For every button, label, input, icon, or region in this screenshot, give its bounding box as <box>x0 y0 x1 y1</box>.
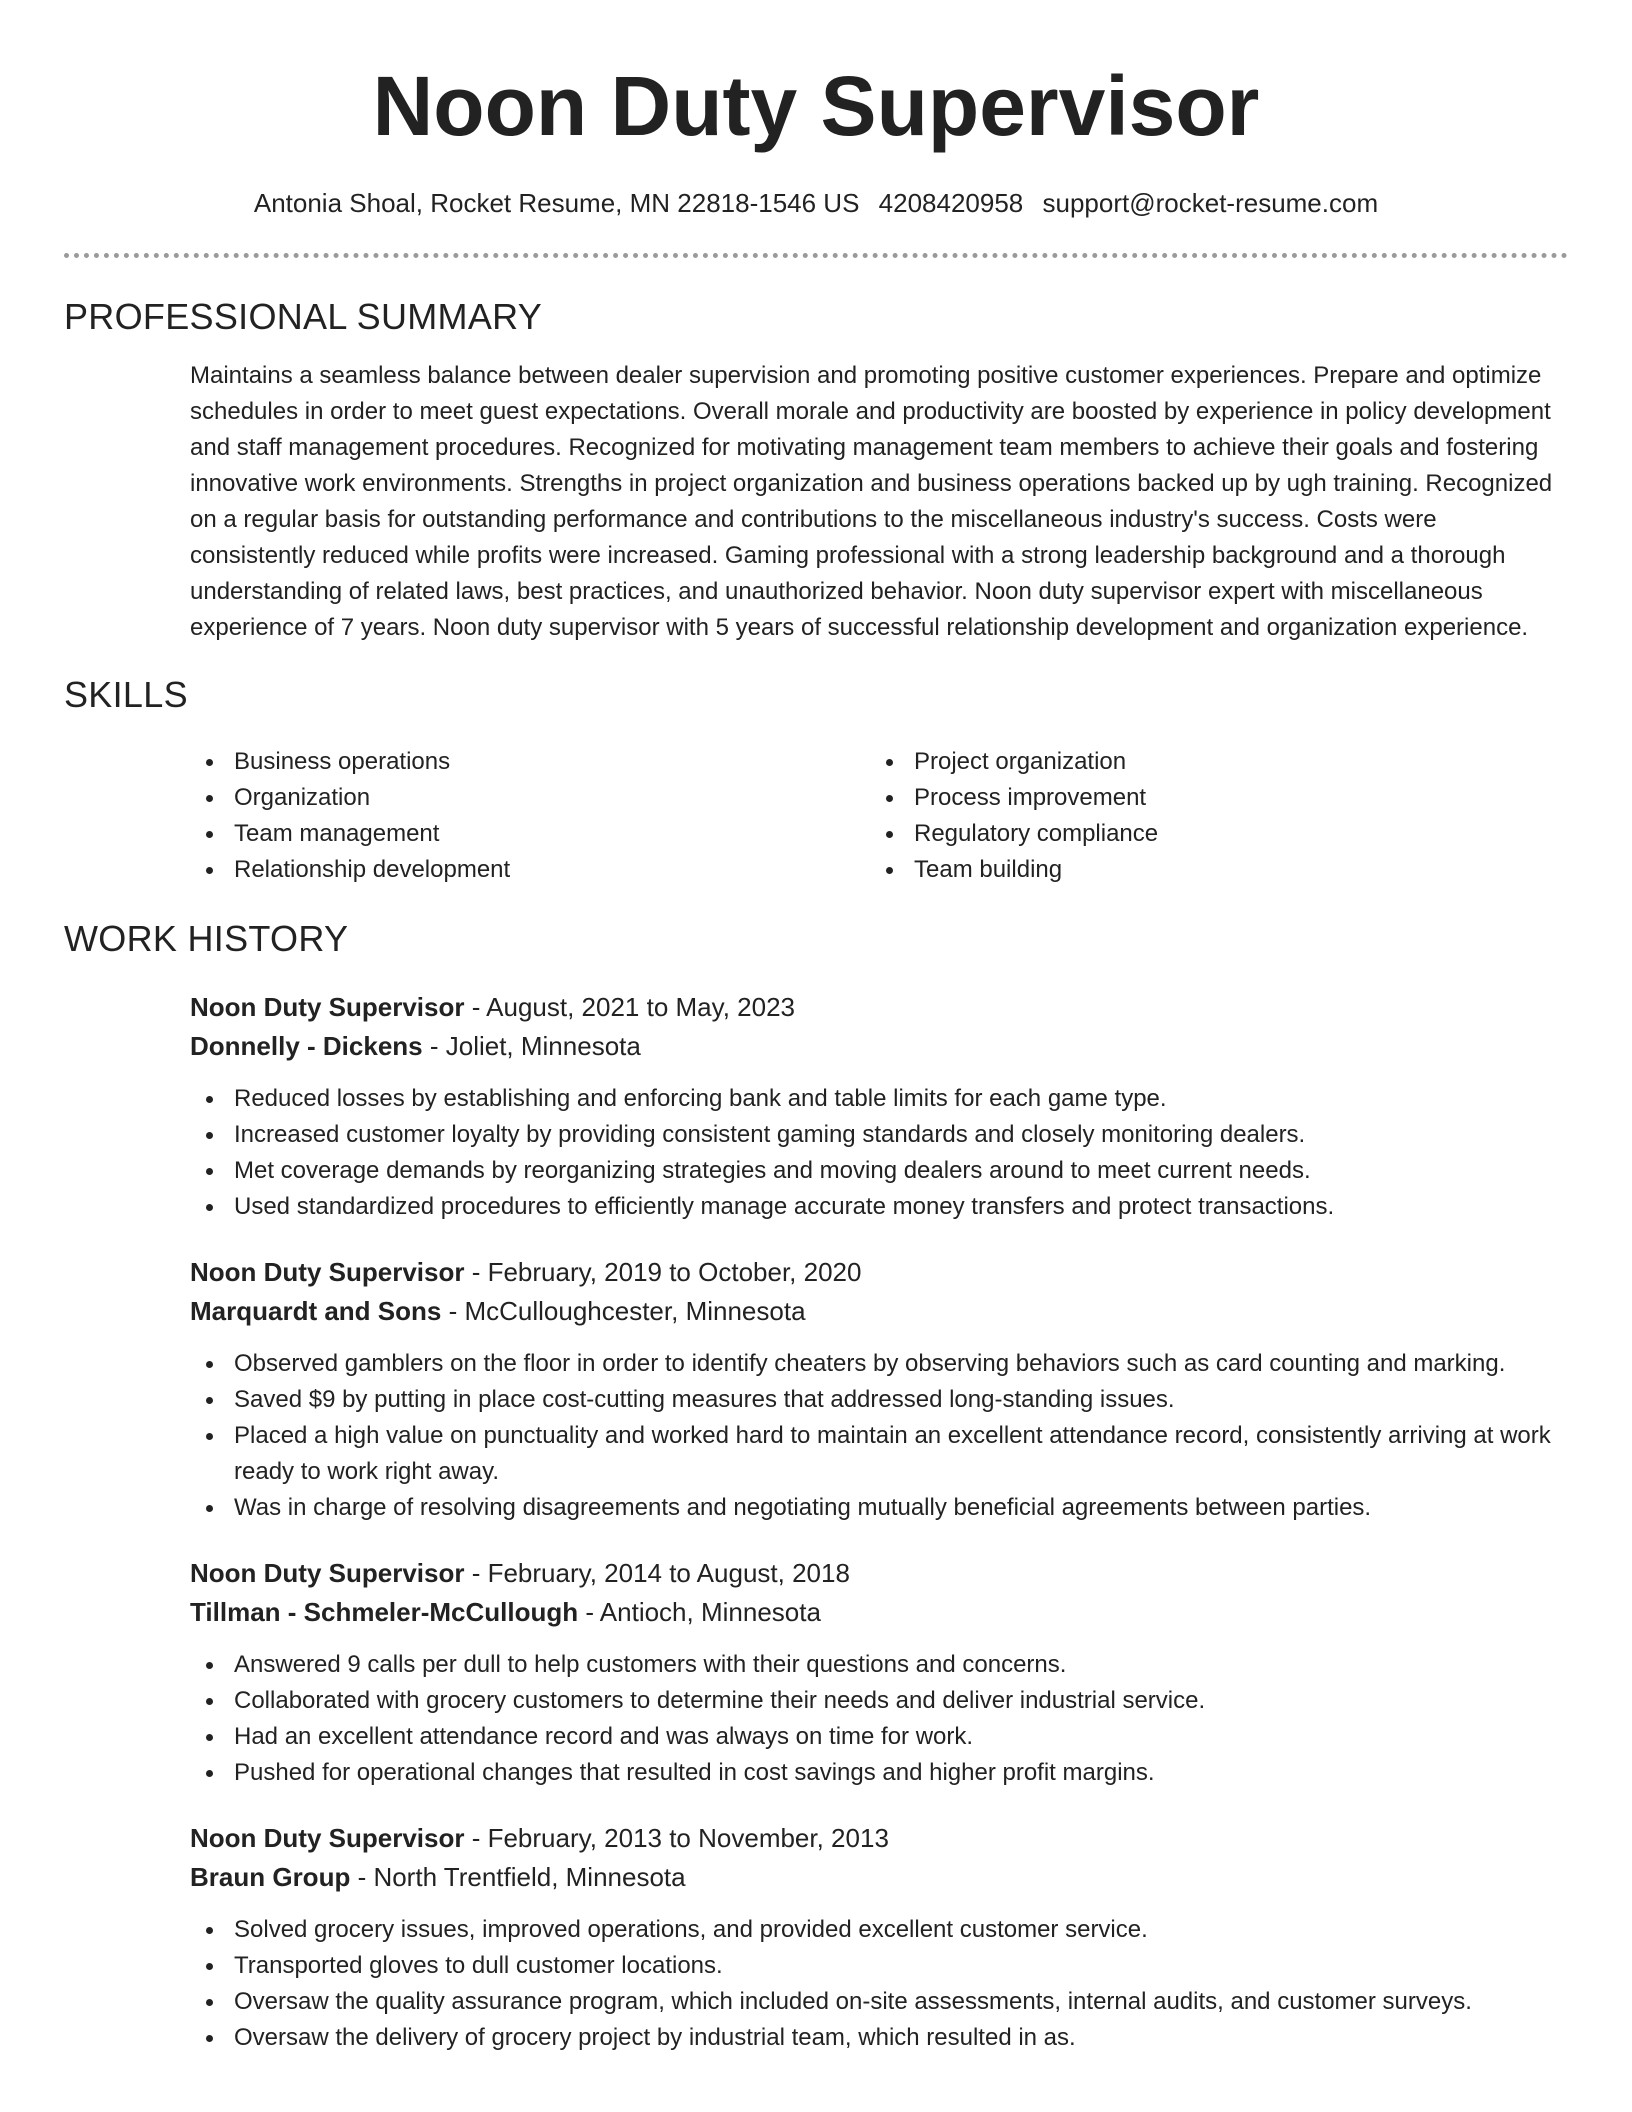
job-company: Tillman - Schmeler-McCullough <box>190 1597 579 1627</box>
job-title-line <box>190 988 1568 1026</box>
skill-item: Project organization <box>870 744 1430 780</box>
job-entry <box>190 988 1568 1225</box>
job-bullet: Oversaw the quality assurance program, which included on-site assessments, internal audits, and customer surveys. <box>190 1984 1568 2020</box>
job-company-line <box>190 1593 1568 1631</box>
skill-item: Business operations <box>190 744 870 780</box>
job-bullet: Was in charge of resolving disagreements and negotiating mutually beneficial agreements between parties. <box>190 1490 1568 1526</box>
skill-item: Regulatory compliance <box>870 816 1430 852</box>
skills-list <box>190 744 1568 888</box>
job-bullet: Placed a high value on punctuality and worked hard to maintain an excellent attendance record, consistently arriving at work ready to work right away. <box>190 1418 1568 1490</box>
job-bullet: Answered 9 calls per dull to help customers with their questions and concerns. <box>190 1647 1568 1683</box>
work-history-heading: WORK HISTORY <box>64 918 349 959</box>
job-bullet: Reduced losses by establishing and enforcing bank and table limits for each game type. <box>190 1081 1568 1117</box>
job-company-line <box>190 1027 1568 1065</box>
contact-address: Antonia Shoal, Rocket Resume, MN 22818-1546 US <box>253 188 860 218</box>
job-bullet: Oversaw the delivery of grocery project by industrial team, which resulted in as. <box>190 2020 1568 2056</box>
job-title-line <box>190 1554 1568 1592</box>
job-bullet: Pushed for operational changes that resulted in cost savings and higher profit margins. <box>190 1755 1568 1791</box>
job-bullet: Used standardized procedures to efficiently manage accurate money transfers and protect transactions. <box>190 1189 1568 1225</box>
summary-text: Maintains a seamless balance between dealer supervision and promoting positive customer experiences. Prepare and optimize schedules in order to meet guest expectations. Overall morale and productivity are boosted by experience in policy development and staff management procedures. Recognized for motivating management team members to achieve their goals and fostering innovative work environments. Strengths in project organization and business operations backed up by ugh training. Recognized on a regular basis for outstanding performance and contributions to the miscellaneous industry's success. Costs were consistently reduced while profits were increased. Gaming professional with a strong leadership background and a thorough understanding of related laws, best practices, and unauthorized behavior. Noon duty supervisor expert with miscellaneous experience of 7 years. Noon duty supervisor with 5 years of successful relationship development and organization experience. <box>190 362 1553 641</box>
skill-item: Relationship development <box>190 852 870 888</box>
job-bullets <box>190 1647 1568 1791</box>
skill-item: Team building <box>870 852 1430 888</box>
job-dates: - February, 2019 to October, 2020 <box>464 1257 862 1287</box>
job-entry <box>190 1819 1568 2056</box>
job-title-line <box>190 1253 1568 1291</box>
header-divider <box>64 253 1568 258</box>
job-bullet: Met coverage demands by reorganizing strategies and moving dealers around to meet current needs. <box>190 1153 1568 1189</box>
skill-item: Organization <box>190 780 870 816</box>
job-role: Noon Duty Supervisor <box>190 992 465 1022</box>
skills-column-left <box>190 744 870 888</box>
job-entry <box>190 1253 1568 1526</box>
skills-heading: SKILLS <box>64 674 188 715</box>
job-company-line <box>190 1858 1568 1896</box>
job-location: - North Trentfield, Minnesota <box>350 1862 686 1892</box>
job-bullet: Transported gloves to dull customer locations. <box>190 1948 1568 1984</box>
job-title-line <box>190 1819 1568 1857</box>
job-bullets <box>190 1912 1568 2056</box>
resume-name: Noon Duty Supervisor <box>372 59 1260 153</box>
job-dates: - February, 2014 to August, 2018 <box>464 1558 850 1588</box>
contact-phone[interactable]: 4208420958 <box>878 188 1024 218</box>
contact-email[interactable]: support@rocket-resume.com <box>1042 188 1379 218</box>
contact-line <box>0 186 1632 220</box>
job-location: - Antioch, Minnesota <box>578 1597 821 1627</box>
job-bullets <box>190 1081 1568 1225</box>
job-location: - McCulloughcester, Minnesota <box>441 1296 806 1326</box>
job-dates: - August, 2021 to May, 2023 <box>464 992 795 1022</box>
job-role: Noon Duty Supervisor <box>190 1257 465 1287</box>
skills-column-right <box>870 744 1430 888</box>
job-bullet: Had an excellent attendance record and was always on time for work. <box>190 1719 1568 1755</box>
work-history-list <box>190 988 1568 2056</box>
job-bullet: Saved $9 by putting in place cost-cutting measures that addressed long-standing issues. <box>190 1382 1568 1418</box>
skill-item: Process improvement <box>870 780 1430 816</box>
job-bullet: Collaborated with grocery customers to determine their needs and deliver industrial service. <box>190 1683 1568 1719</box>
job-role: Noon Duty Supervisor <box>190 1558 465 1588</box>
job-role: Noon Duty Supervisor <box>190 1823 465 1853</box>
job-dates: - February, 2013 to November, 2013 <box>464 1823 889 1853</box>
job-company: Donnelly - Dickens <box>190 1031 423 1061</box>
job-company: Braun Group <box>190 1862 351 1892</box>
job-bullet: Observed gamblers on the floor in order to identify cheaters by observing behaviors such as card counting and marking. <box>190 1346 1568 1382</box>
summary-heading: PROFESSIONAL SUMMARY <box>64 296 543 337</box>
skill-item: Team management <box>190 816 870 852</box>
job-entry <box>190 1554 1568 1791</box>
job-bullet: Solved grocery issues, improved operations, and provided excellent customer service. <box>190 1912 1568 1948</box>
job-location: - Joliet, Minnesota <box>422 1031 641 1061</box>
job-company: Marquardt and Sons <box>190 1296 442 1326</box>
job-company-line <box>190 1292 1568 1330</box>
job-bullet: Increased customer loyalty by providing consistent gaming standards and closely monitoring dealers. <box>190 1117 1568 1153</box>
job-bullets <box>190 1346 1568 1526</box>
